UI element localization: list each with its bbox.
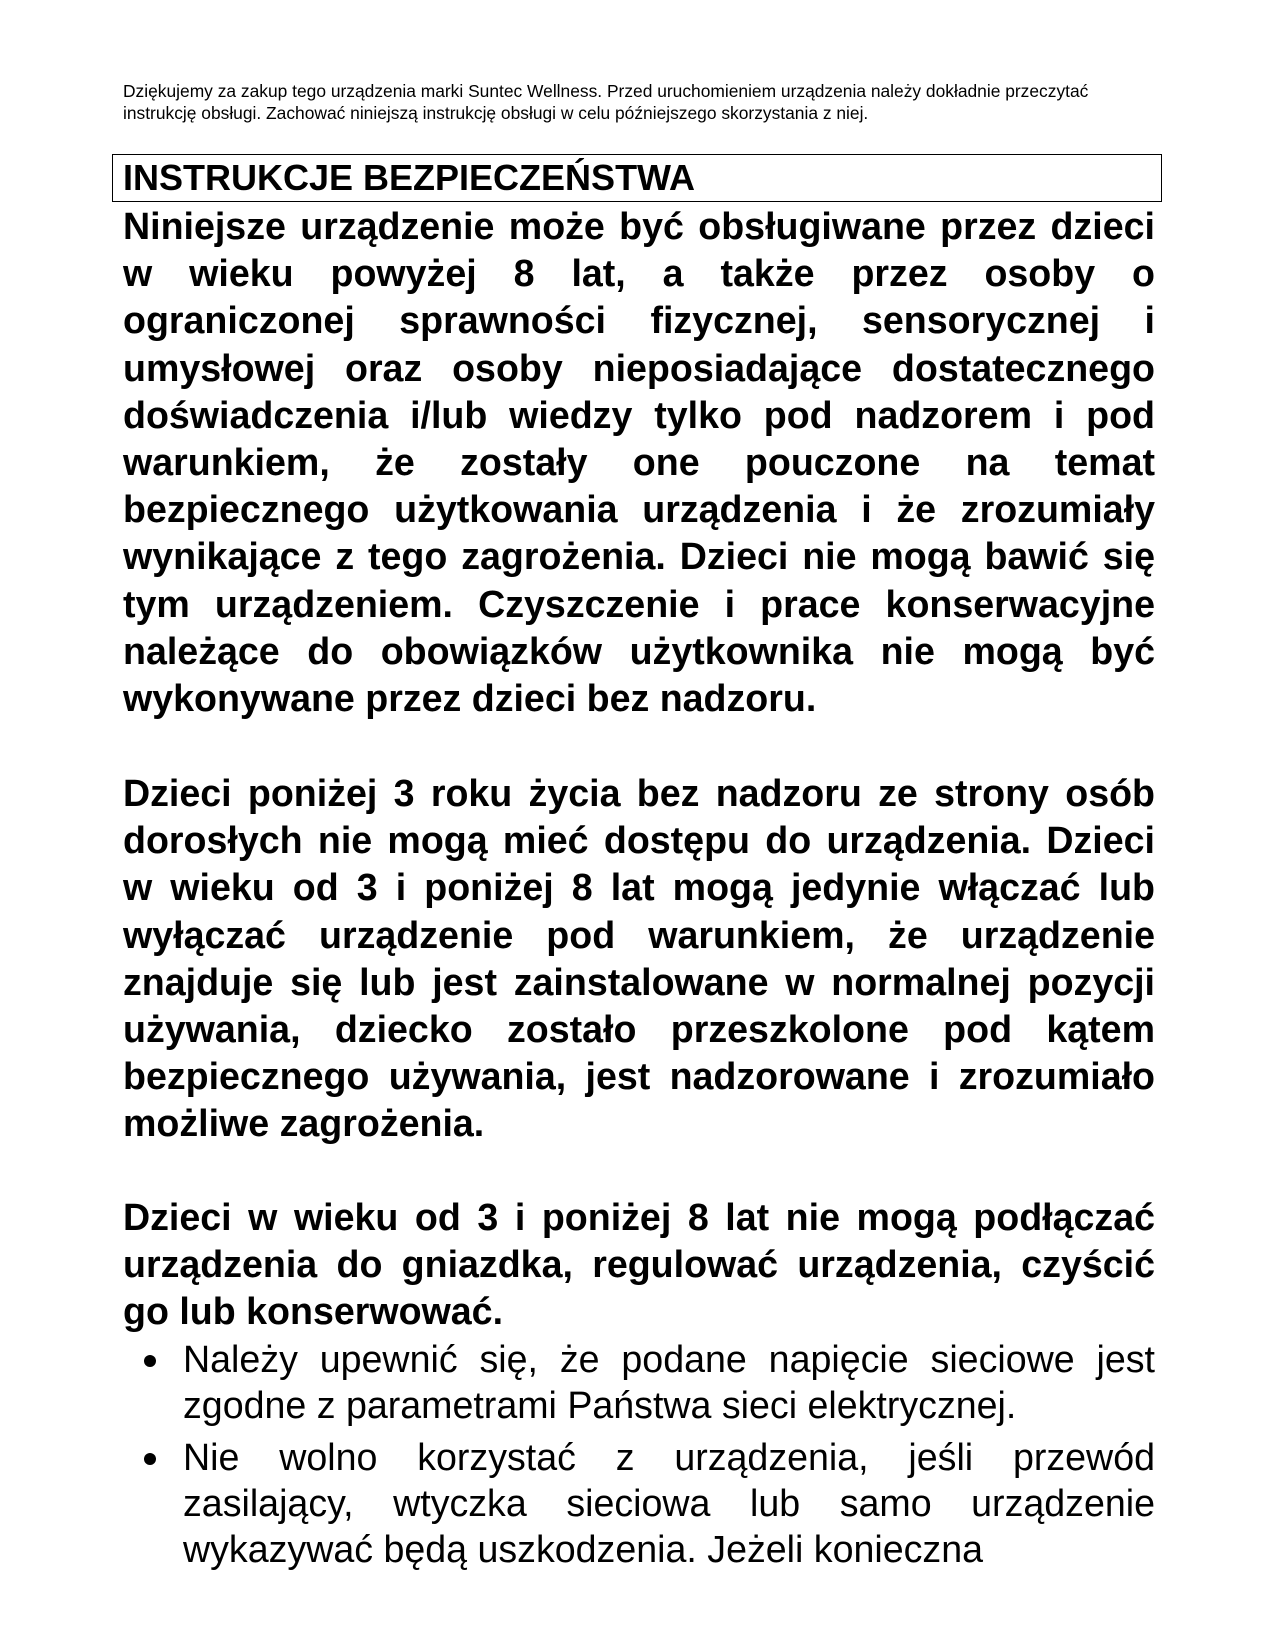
safety-bullet-list [140,1336,1155,1578]
bullet-dot-icon [144,1355,156,1367]
safety-paragraph-2: Dzieci poniżej 3 roku życia bez nadzoru ze strony osób dorosłych nie mogą mieć dostępu do urządzenia. Dzieci w wieku od 3 i poniżej 8 lat mogą jedynie włączać lub wyłączać urządzenie pod warunkiem, że urządzenie znajduje się lub jest zainstalowane w normalnej pozycji używania, dziecko zostało przeszkolone pod kątem bezpiecznego używania, jest nadzorowane i zrozumiało możliwe zagrożenia. [123,772,1155,1145]
safety-paragraph-3: Dzieci w wieku od 3 i poniżej 8 lat nie mogą podłączać urządzenia do gniazdka, regulować urządzenia, czyścić go lub konserwować. [123,1196,1155,1333]
bullet-dot-icon [144,1453,156,1465]
list-item-text: Nie wolno korzystać z urządzenia, jeśli przewód zasilający, wtyczka sieciowa lub samo urządzenie wykazywać będą uszkodzenia. Jeżeli konieczna [183,1436,1155,1570]
list-item [140,1336,1155,1428]
list-item-text: Należy upewnić się, że podane napięcie sieciowe jest zgodne z parametrami Państwa sieci elektrycznej. [183,1338,1155,1426]
section-title: INSTRUKCJE BEZPIECZEŃSTWA [123,157,696,198]
list-item [140,1434,1155,1572]
safety-paragraph-1: Niniejsze urządzenie może być obsługiwane przez dzieci w wieku powyżej 8 lat, a także przez osoby o ograniczonej sprawności fizycznej, sensorycznej i umysłowej oraz osoby nieposiadające dostatecznego doświadczenia i/lub wiedzy tylko pod nadzorem i pod warunkiem, że zostały one pouczone na temat bezpiecznego użytkowania urządzenia i że zrozumiały wynikające z tego zagrożenia. Dzieci nie mogą bawić się tym urządzeniem. Czyszczenie i prace konserwacyjne należące do obowiązków użytkownika nie mogą być wykonywane przez dzieci bez nadzoru. [123,205,1155,720]
intro-text: Dziękujemy za zakup tego urządzenia marki Suntec Wellness. Przed uruchomieniem urządzenia należy dokładnie przeczytać instrukcję obsługi. Zachować niniejszą instrukcję obsługi w celu późniejszego skorzystania z niej. [123,81,1089,123]
